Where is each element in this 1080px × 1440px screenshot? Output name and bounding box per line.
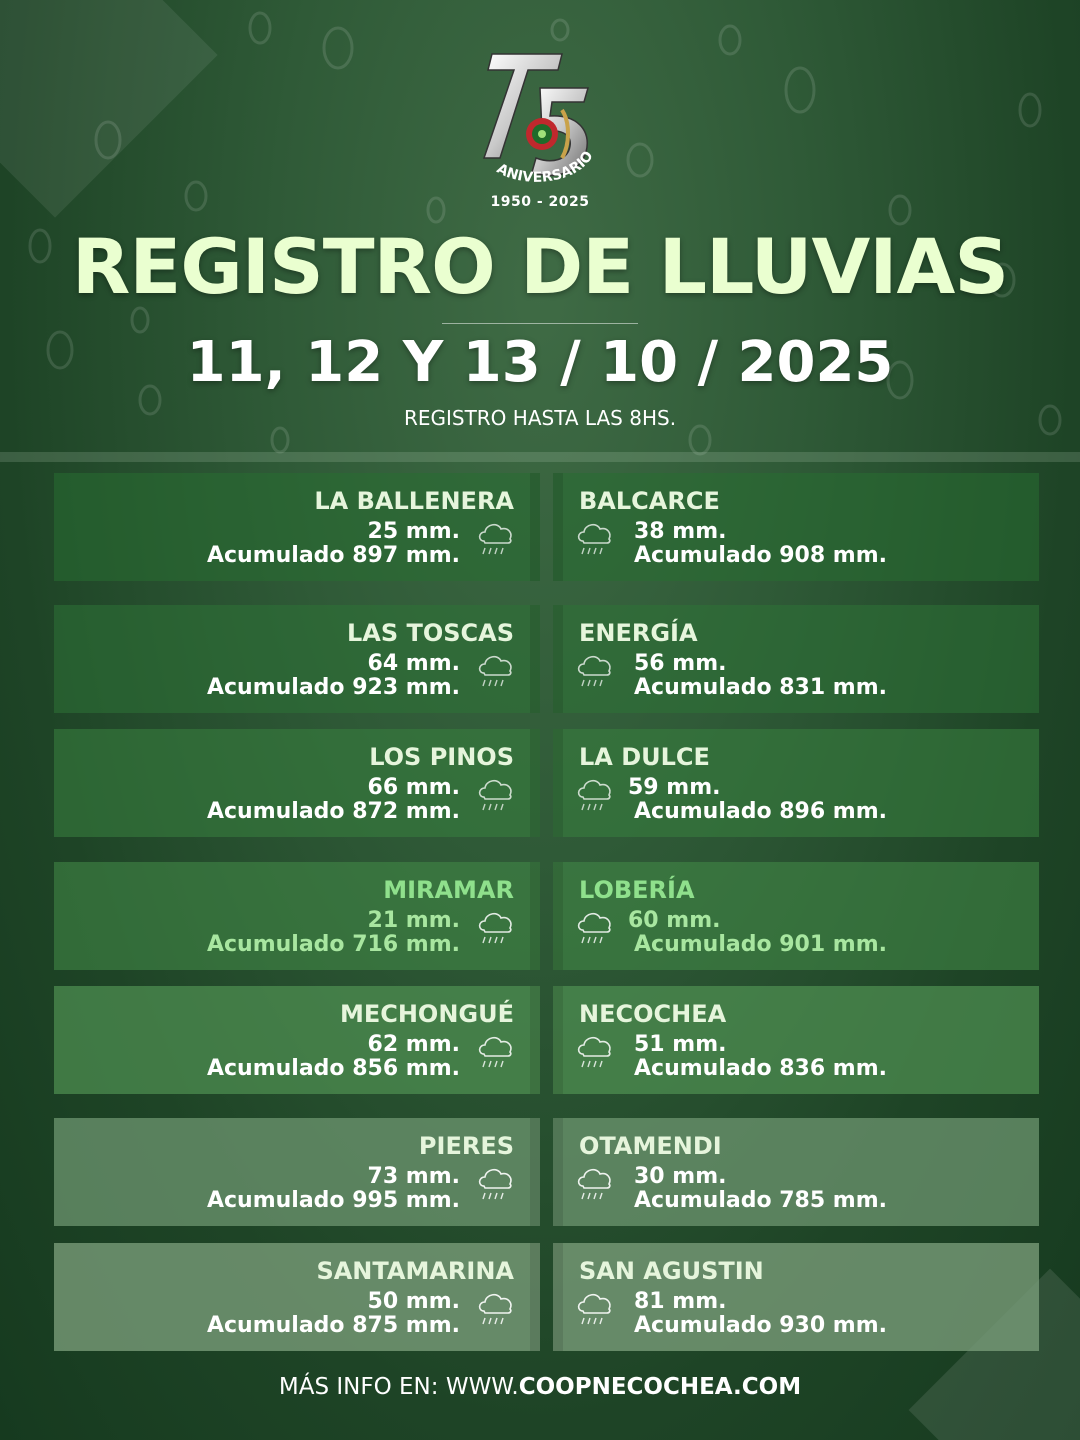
station-name: NECOCHEA [579, 1000, 727, 1028]
station-name: ENERGÍA [579, 619, 698, 647]
station-rain-mm: 30 mm. [634, 1164, 727, 1189]
station-name: LOS PINOS [369, 743, 514, 771]
page-title: REGISTRO DE LLUVIAS [71, 222, 1009, 311]
report-subtitle: REGISTRO HASTA LAS 8HS. [403, 406, 677, 430]
station-card-loberia [553, 862, 1039, 970]
station-accumulated: Acumulado 716 mm. [206, 932, 460, 957]
station-name: BALCARCE [579, 487, 720, 515]
station-rain-mm: 66 mm. [367, 775, 460, 800]
station-card-las-toscas [54, 605, 540, 713]
station-accumulated: Acumulado 908 mm. [634, 543, 888, 568]
station-rain-mm: 73 mm. [367, 1164, 460, 1189]
station-accumulated: Acumulado 856 mm. [206, 1056, 460, 1081]
station-card-la-ballenera [54, 473, 540, 581]
station-accumulated: Acumulado 901 mm. [634, 932, 888, 957]
station-name: LA BALLENERA [314, 487, 514, 515]
station-card-mechongue [54, 986, 540, 1094]
rain-cloud-icon [476, 649, 516, 691]
rain-cloud-icon [476, 1030, 516, 1072]
station-rain-mm: 81 mm. [634, 1289, 727, 1314]
rain-cloud-icon [476, 517, 516, 559]
rain-cloud-icon [575, 906, 615, 948]
station-card-los-pinos [54, 729, 540, 837]
rain-cloud-icon [476, 906, 516, 948]
anniversary-years: 1950 - 2025 [490, 194, 590, 210]
svg-text:ANIVERSARIO: ANIVERSARIO [493, 148, 597, 186]
station-rain-mm: 64 mm. [367, 651, 460, 676]
station-rain-mm: 62 mm. [367, 1032, 460, 1057]
rain-cloud-icon [575, 1162, 615, 1204]
station-rain-mm: 60 mm. [628, 908, 721, 933]
station-rain-mm: 21 mm. [367, 908, 460, 933]
rain-cloud-icon [476, 1162, 516, 1204]
station-card-miramar [54, 862, 540, 970]
station-accumulated: Acumulado 896 mm. [634, 799, 888, 824]
station-accumulated: Acumulado 836 mm. [634, 1056, 888, 1081]
rain-cloud-icon [575, 517, 615, 559]
station-accumulated: Acumulado 831 mm. [634, 675, 888, 700]
report-dates: 11, 12 Y 13 / 10 / 2025 [186, 330, 894, 395]
station-card-otamendi [553, 1118, 1039, 1226]
station-name: SAN AGUSTIN [579, 1257, 764, 1285]
station-card-san-agustin [553, 1243, 1039, 1351]
station-name: LAS TOSCAS [346, 619, 514, 647]
station-card-la-dulce [553, 729, 1039, 837]
station-rain-mm: 51 mm. [634, 1032, 727, 1057]
footer-more-info [0, 1374, 1080, 1400]
station-name: MECHONGUÉ [339, 1000, 514, 1028]
station-accumulated: Acumulado 875 mm. [206, 1313, 460, 1338]
station-rain-mm: 38 mm. [634, 519, 727, 544]
station-card-santamarina [54, 1243, 540, 1351]
station-name: PIERES [418, 1132, 514, 1160]
station-name: OTAMENDI [579, 1132, 722, 1160]
station-name: SANTAMARINA [316, 1257, 514, 1285]
station-rain-mm: 25 mm. [367, 519, 460, 544]
rain-cloud-icon [575, 1287, 615, 1329]
station-card-necochea [553, 986, 1039, 1094]
rain-cloud-icon [575, 773, 615, 815]
rain-cloud-icon [575, 1030, 615, 1072]
station-card-energia [553, 605, 1039, 713]
station-accumulated: Acumulado 995 mm. [206, 1188, 460, 1213]
station-accumulated: Acumulado 897 mm. [206, 543, 460, 568]
station-accumulated: Acumulado 785 mm. [634, 1188, 888, 1213]
station-name: LOBERÍA [579, 876, 695, 904]
rain-cloud-icon [575, 649, 615, 691]
rain-cloud-icon [476, 773, 516, 815]
station-rain-mm: 50 mm. [367, 1289, 460, 1314]
station-rain-mm: 56 mm. [634, 651, 727, 676]
footer-prefix: MÁS INFO EN: WWW. [278, 1374, 519, 1400]
station-name: MIRAMAR [383, 876, 514, 904]
footer-domain-link[interactable]: COOPNECOCHEA.COM [518, 1374, 802, 1400]
station-accumulated: Acumulado 872 mm. [206, 799, 460, 824]
station-card-pieres [54, 1118, 540, 1226]
rain-cloud-icon [476, 1287, 516, 1329]
station-card-balcarce [553, 473, 1039, 581]
station-rain-mm: 59 mm. [628, 775, 721, 800]
station-name: LA DULCE [579, 743, 710, 771]
station-accumulated: Acumulado 930 mm. [634, 1313, 888, 1338]
station-accumulated: Acumulado 923 mm. [206, 675, 460, 700]
